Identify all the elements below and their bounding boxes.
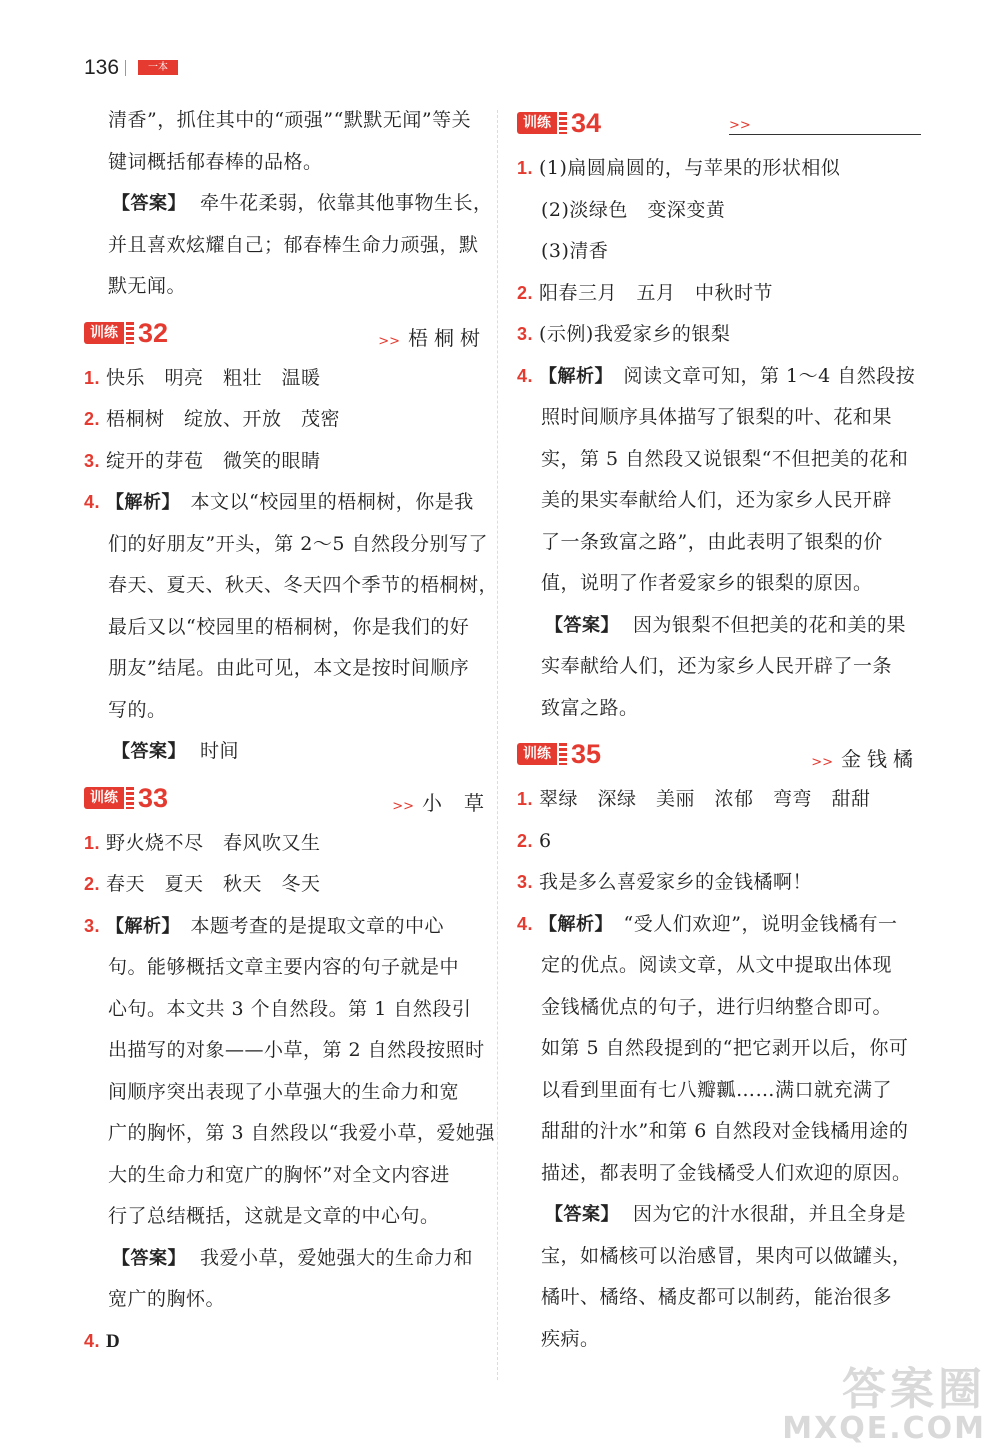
analysis-text: 描述，都表明了金钱橘受人们欢迎的原因。 [541,1161,912,1184]
question-item [84,1321,488,1363]
question-text: (2)淡绿色 变深变黄 [541,198,726,221]
analysis-text: 实，第 5 自然段又说银梨“不但把美的花和 [541,447,909,470]
question-text: (1)扁圆扁圆的，与苹果的形状相似 [539,157,841,179]
intro-answer-text: 默无闻。 [108,275,187,297]
question-number: 2. [517,282,534,303]
analysis-text: 们的好朋友”开头，第 2～5 自然段分别写了 [108,532,488,555]
question-number: 3. [517,324,534,344]
question-number: 4. [84,1330,101,1351]
analysis-text: 如第 5 自然段提到的“把它剥开以后，你可 [541,1037,909,1059]
question-item [517,314,921,356]
question-number: 1. [517,158,534,178]
question-text: 6 [539,829,552,852]
answer-text: 牵牛花柔弱，依靠其他事物生长， [200,192,493,214]
arrows-icon: >> [392,798,414,814]
question-item [517,904,921,946]
training-badge [517,108,602,138]
watermark-text: 答案圈 [842,1364,986,1415]
analysis-tag: 【解析】 [106,492,171,513]
answer-text: 疾病。 [541,1327,600,1350]
answer-tag: 【答案】 [112,1247,186,1269]
analysis-text: 出描写的对象——小草，第 2 自然段按照时 [108,1039,485,1061]
question-text: D [106,1330,121,1352]
question-text: 绽开的芽苞 微笑的眼睛 [106,449,321,472]
question-item [517,356,921,398]
question-number: 1. [84,367,101,388]
question-item [517,821,921,863]
analysis-text: 行了总结概括，这就是文章的中心句。 [108,1205,440,1227]
badge-label: 训练 [84,322,124,344]
section-title [811,743,919,772]
section-title-text: 梧桐树 [408,325,486,350]
analysis-text: 甜甜的汁水”和第 6 自然段对金钱橘用途的 [541,1120,909,1142]
question-number: 2. [84,874,101,894]
answer-text: 我爱小草，爱她强大的生命力和 [200,1246,474,1269]
right-column [517,100,921,1360]
question-item [84,441,488,483]
answer [517,1194,921,1236]
answer-text: 时间 [200,740,240,762]
watermark-url: MXQE.COM [782,1411,986,1446]
intro-text: 清香”，抓住其中的“顽强”“默默无闻”等关 [108,109,472,131]
analysis-text: 句。能够概括文章主要内容的句子就是中 [108,956,460,978]
question-number: 2. [517,830,534,851]
question-item [84,399,488,441]
question-number: 4. [517,365,534,386]
analysis-text: 美的果实奉献给人们，还为家乡人民开辟 [541,489,893,511]
section-title [378,322,486,351]
question-number: 1. [84,832,101,853]
question-text: 阳春三月 五月 中秋时节 [539,281,774,304]
analysis-tag: 【解析】 [539,913,604,935]
answer-tag: 【答案】 [545,1204,619,1225]
answer-text: 因为它的汁水很甜，并且全身是 [633,1203,907,1225]
answer-text: 致富之路。 [541,696,639,719]
question-item [517,273,921,315]
question-item [84,823,488,865]
question-text: 梧桐树 绽放、开放 茂密 [106,408,341,430]
badge-number: 35 [571,739,602,769]
question-text: 翠绿 深绿 美丽 浓郁 弯弯 甜甜 [539,788,871,810]
question-text: (示例)我爱家乡的银梨 [539,323,731,345]
question-number: 4. [84,492,101,512]
question-item [84,358,488,400]
question-item [517,148,921,190]
intro-answer [84,183,493,225]
intro-answer-text: 并且喜欢炫耀自己；郁春棒生命力顽强，默 [108,233,479,256]
answer-text: 橘叶、橘络、橘皮都可以制药，能治很多 [541,1286,893,1308]
answer-tag: 【答案】 [112,741,186,762]
badge-dots-icon [559,743,567,765]
answer-text: 实奉献给人们，还为家乡人民开辟了一条 [541,655,893,677]
analysis-text: 照时间顺序具体描写了银梨的叶、花和果 [541,406,893,428]
badge-dots-icon [126,322,134,344]
section-header-34 [517,104,921,144]
arrows-icon: >> [378,333,400,349]
badge-number: 32 [138,317,169,348]
answer-text: 因为银梨不但把美的花和美的果 [633,613,907,636]
analysis-text: 定的优点。阅读文章，从文中提取出体现 [541,954,893,976]
answer [84,1238,488,1280]
section-title [392,787,506,816]
analysis-text: 最后又以“校园里的梧桐树，你是我们的好 [108,615,470,638]
analysis-text: 以看到里面有七八瓣瓤……满口就充满了 [541,1078,893,1101]
section-title-text: 小草 [422,790,506,815]
watermark-logo [782,1364,986,1446]
title-blank-line [729,134,921,135]
page-tag: 一本 [138,60,178,75]
question-number: 3. [84,915,101,936]
left-column [84,100,506,1362]
analysis-text: 了一条致富之路”，由此表明了银梨的价 [541,530,883,553]
section-header-32 [84,314,488,354]
analysis-text: 本文以“校园里的梧桐树，你是我 [190,491,474,513]
analysis-text: 心句。本文共 3 个自然段。第 1 自然段引 [108,997,472,1020]
page-number-divider [125,60,126,76]
badge-dots-icon [126,787,134,809]
analysis-text: 阅读文章可知，第 1～4 自然段按 [623,364,916,387]
answer [517,605,921,647]
answer-tag: 【答案】 [112,193,186,214]
question-item [84,482,488,524]
training-badge [517,739,602,769]
answer-text: 宽广的胸怀。 [108,1288,226,1310]
badge-number: 33 [138,782,169,813]
question-item [517,862,921,904]
analysis-text: 写的。 [108,698,167,721]
analysis-text: 间顺序突出表现了小草强大的生命力和宽 [108,1080,460,1103]
analysis-text: 朋友”结尾。由此可见，本文是按时间顺序 [108,657,470,679]
badge-label: 训练 [517,112,557,134]
analysis-text: 值，说明了作者爱家乡的银梨的原因。 [541,572,873,594]
question-text: 快乐 明亮 粗壮 温暖 [106,366,321,389]
training-badge [84,317,169,348]
question-text: 我是多么喜爱家乡的金钱橘啊！ [539,871,813,893]
question-number: 2. [84,409,101,429]
analysis-text: 大的生命力和宽广的胸怀”对全文内容进 [108,1163,450,1186]
section-title-text: 金钱橘 [841,747,919,771]
analysis-text: 春天、夏天、秋天、冬天四个季节的梧桐树， [108,574,499,596]
question-item [84,906,488,948]
question-item [84,864,488,906]
analysis-text: 广的胸怀，第 3 自然段以“我爱小草，爱她强 [108,1122,495,1144]
analysis-text: 金钱橘优点的句子，进行归纳整合即可。 [541,995,893,1018]
analysis-tag: 【解析】 [106,915,171,937]
answer [84,731,488,773]
question-number: 4. [517,913,534,934]
section-header-33 [84,779,506,819]
question-text: 野火烧不尽 春风吹又生 [106,831,321,854]
page-number: 136 [84,56,120,79]
badge-label: 训练 [517,743,557,765]
question-number: 1. [517,789,534,809]
badge-number: 34 [571,108,602,138]
question-number: 3. [84,450,101,471]
arrows-icon: >> [811,755,833,770]
answer-text: 宝，如橘核可以治感冒，果肉可以做罐头， [541,1244,912,1267]
badge-label: 训练 [84,787,124,809]
analysis-text: 本题考查的是提取文章的中心 [190,914,445,937]
analysis-text: “受人们欢迎”，说明金钱橘有一 [623,912,898,935]
question-number: 3. [517,872,534,892]
question-item [517,779,921,821]
question-text: 春天 夏天 秋天 冬天 [106,873,321,895]
analysis-tag: 【解析】 [539,365,604,387]
intro-text: 键词概括郁春棒的品格。 [108,150,323,173]
section-header-35 [517,735,921,775]
arrows-icon: >> [729,118,751,133]
training-badge [84,782,169,813]
badge-dots-icon [559,112,567,134]
column-divider [497,110,498,1380]
question-text: (3)清香 [541,240,609,262]
answer-tag: 【答案】 [545,614,619,636]
